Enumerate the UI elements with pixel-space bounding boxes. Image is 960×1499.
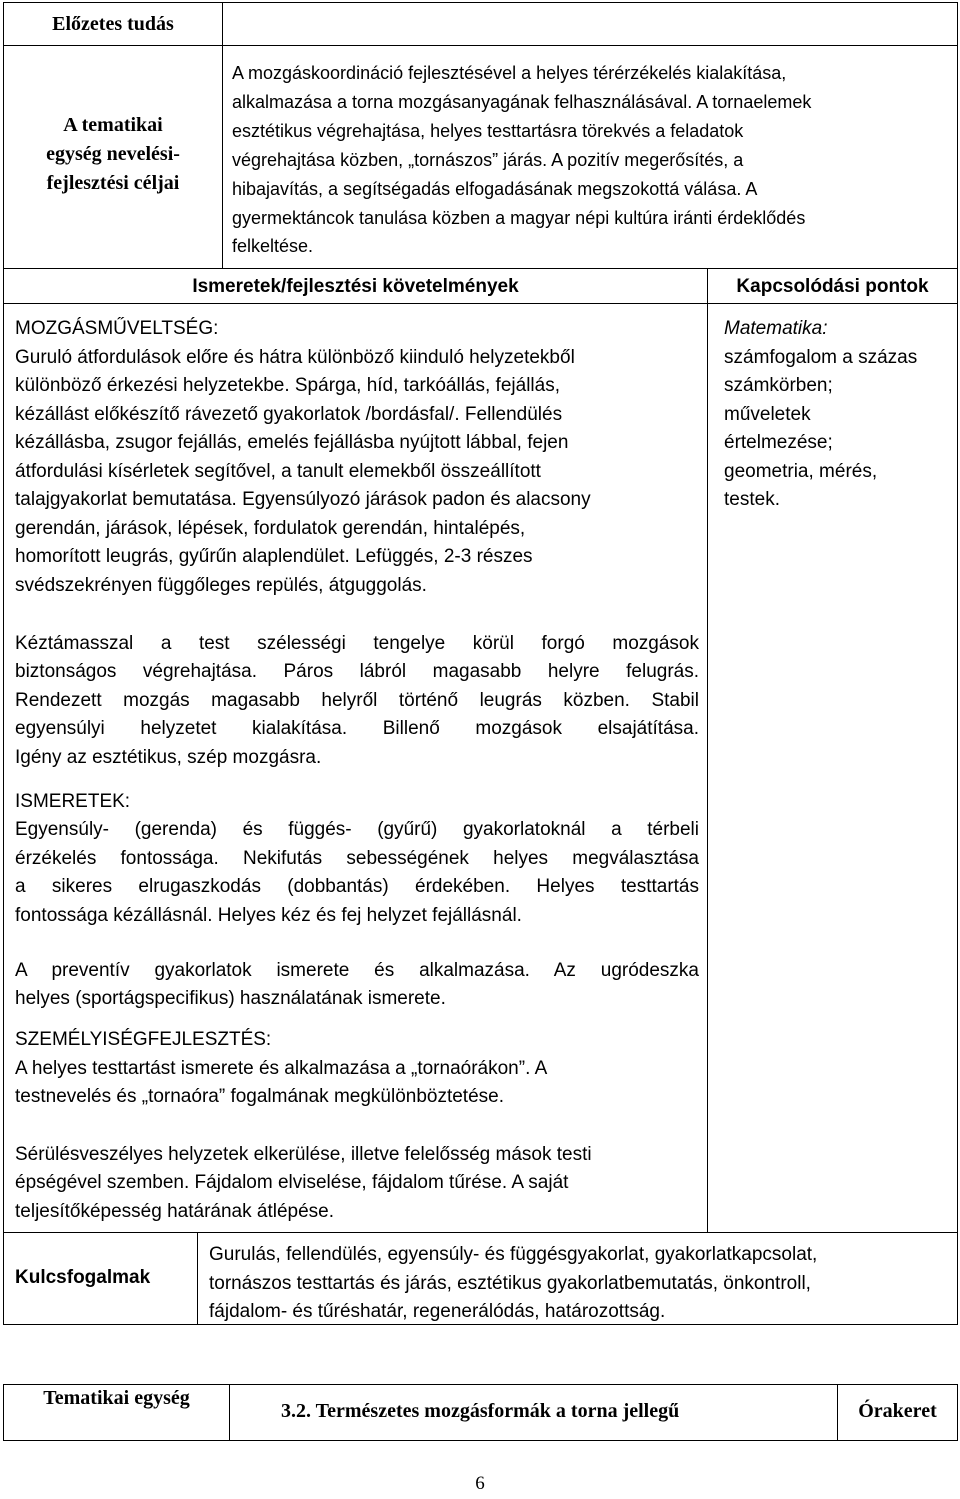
bottom-table-bottom: [3, 1440, 958, 1441]
movement-line: átfordulási kísérletek segítővel, a tanult elemekből összeállított: [15, 461, 541, 482]
key-concepts-line: fájdalom- és tűréshatár, regenerálódás, határozottság.: [209, 1301, 666, 1322]
movement-line: talajgyakorlat bemutatása. Egyensúlyozó járások padon és alacsony: [15, 489, 591, 510]
connections-line: testek.: [724, 489, 780, 510]
movement-line: különböző érkezési helyzetekbe. Spárga, híd, tarkóállás, fejállás,: [15, 375, 560, 396]
knowledge-line: fontossága kézállásnál. Helyes kéz és fej helyzet fejállásnál.: [15, 905, 522, 926]
goals-text-line: felkeltése.: [232, 236, 314, 256]
goals-text-line: hibajavítás, a segítségadás elfogadásának megszokottá válása. A: [232, 179, 758, 199]
page-number: 6: [475, 1473, 485, 1494]
key-concepts-label: Kulcsfogalmak: [15, 1267, 151, 1288]
key-concepts-line: Gurulás, fellendülés, egyensúly- és függésgyakorlat, gyakorlatkapcsolat,: [209, 1244, 818, 1265]
table-border-top: [3, 2, 958, 3]
connections-line: értelmezése;: [724, 432, 833, 453]
section-title-knowledge: ISMERETEK:: [15, 791, 131, 812]
connections-line: számkörben;: [724, 375, 833, 396]
connections-line: számfogalom a százas: [724, 347, 918, 368]
goals-label-line: egység nevelési-: [46, 143, 180, 165]
key-concepts-divider: [197, 1232, 198, 1324]
connections-header: Kapcsolódási pontok: [736, 276, 929, 297]
goals-label-line: fejlesztési céljai: [46, 172, 180, 194]
goals-text-line: végrehajtása közben, „tornászos” járás. A pozitív megerősítés, a: [232, 150, 744, 170]
personality-line: A helyes testtartást ismerete és alkalmazása a „tornaórákon”. A: [15, 1058, 548, 1079]
table-border-right: [957, 2, 958, 1325]
paragraph-line: Rendezett mozgás magasabb helyről történő leugrás közben. Stabil: [15, 690, 699, 711]
requirements-header: Ismeretek/fejlesztési követelmények: [192, 276, 519, 297]
connections-line: műveletek: [724, 404, 811, 425]
paragraph-line: Igény az esztétikus, szép mozgásra.: [15, 747, 322, 768]
knowledge-line: Egyensúly- (gerenda) és függés- (gyűrű) gyakorlatoknál a térbeli: [15, 819, 699, 840]
movement-line: kézállást előkészítő rávezető gyakorlatok /bordásfal/. Fellendülés: [15, 404, 563, 425]
goals-text-line: gyermektáncok tanulása közben a magyar népi kultúra iránti érdeklődés: [232, 208, 806, 228]
movement-line: gerendán, járások, lépések, fordulatok gerendán, hintalépés,: [15, 518, 526, 539]
key-concepts-line: tornászos testtartás és járás, esztétikus gyakorlatbemutatás, önkontroll,: [209, 1273, 811, 1294]
connections-subject: Matematika:: [724, 318, 828, 339]
connections-column-divider: [707, 268, 708, 1232]
paragraph-line: teljesítőképesség határának átlépése.: [15, 1201, 334, 1222]
paragraph-line: Kéztámasszal a test szélességi tengelye körül forgó mozgások: [15, 633, 699, 654]
unit-title: 3.2. Természetes mozgásformák a torna jellegű: [281, 1400, 680, 1422]
table-border-left: [3, 2, 4, 1325]
knowledge-line: érzékelés fontossága. Nekifutás sebességének helyes megválasztása: [15, 848, 699, 869]
section-title-movement: MOZGÁSMŰVELTSÉG:: [15, 318, 219, 339]
paragraph-line: egyensúlyi helyzetet kialakítása. Billenő mozgások elsajátítása.: [15, 718, 699, 739]
row-divider-2: [3, 268, 958, 269]
knowledge-line: a sikeres elrugaszkodás (dobbantás) érdekében. Helyes testtartás: [15, 876, 699, 897]
label-column-divider: [222, 2, 223, 268]
movement-line: kézállásba, zsugor fejállás, emelés fejállásba nyújtott lábbal, fejen: [15, 432, 569, 453]
bottom-table-right: [957, 1384, 958, 1441]
row-divider-3: [3, 303, 958, 304]
prior-knowledge-label: Előzetes tudás: [52, 13, 174, 35]
paragraph-line: biztonságos végrehajtása. Páros lábról magasabb helyre felugrás.: [15, 661, 699, 682]
goals-label-line: A tematikai: [63, 114, 163, 136]
paragraph-line: Sérülésveszélyes helyzetek elkerülése, illetve felelősség mások testi: [15, 1144, 592, 1165]
personality-line: testnevelés és „tornaóra” fogalmának megkülönböztetése.: [15, 1086, 504, 1107]
movement-line: svédszekrényen függőleges repülés, átguggolás.: [15, 575, 427, 596]
paragraph-line: helyes (sportágspecifikus) használatának ismerete.: [15, 988, 446, 1009]
goals-text-line: A mozgáskoordináció fejlesztésével a helyes térérzékelés kialakítása,: [232, 63, 787, 83]
paragraph-line: A preventív gyakorlatok ismerete és alkalmazása. Az ugródeszka: [15, 960, 699, 981]
row-divider-4: [3, 1232, 958, 1233]
section-title-personality: SZEMÉLYISÉGFEJLESZTÉS:: [15, 1029, 272, 1050]
goals-text-line: esztétikus végrehajtása, helyes testtartásra törekvés a feladatok: [232, 121, 744, 141]
hours-label: Órakeret: [858, 1400, 937, 1422]
movement-line: homorított leugrás, gyűrűn alaplendület. Lefüggés, 2-3 részes: [15, 546, 533, 567]
unit-label: Tematikai egység: [43, 1387, 190, 1409]
row-divider-1: [3, 45, 958, 46]
bottom-table-divider-1: [229, 1384, 230, 1441]
goals-text-line: alkalmazása a torna mozgásanyagának felhasználásával. A tornaelemek: [232, 92, 812, 112]
movement-line: Guruló átfordulások előre és hátra különböző kiinduló helyzetekből: [15, 347, 575, 368]
paragraph-line: épségével szemben. Fájdalom elviselése, fájdalom tűrése. A saját: [15, 1172, 569, 1193]
connections-line: geometria, mérés,: [724, 461, 878, 482]
